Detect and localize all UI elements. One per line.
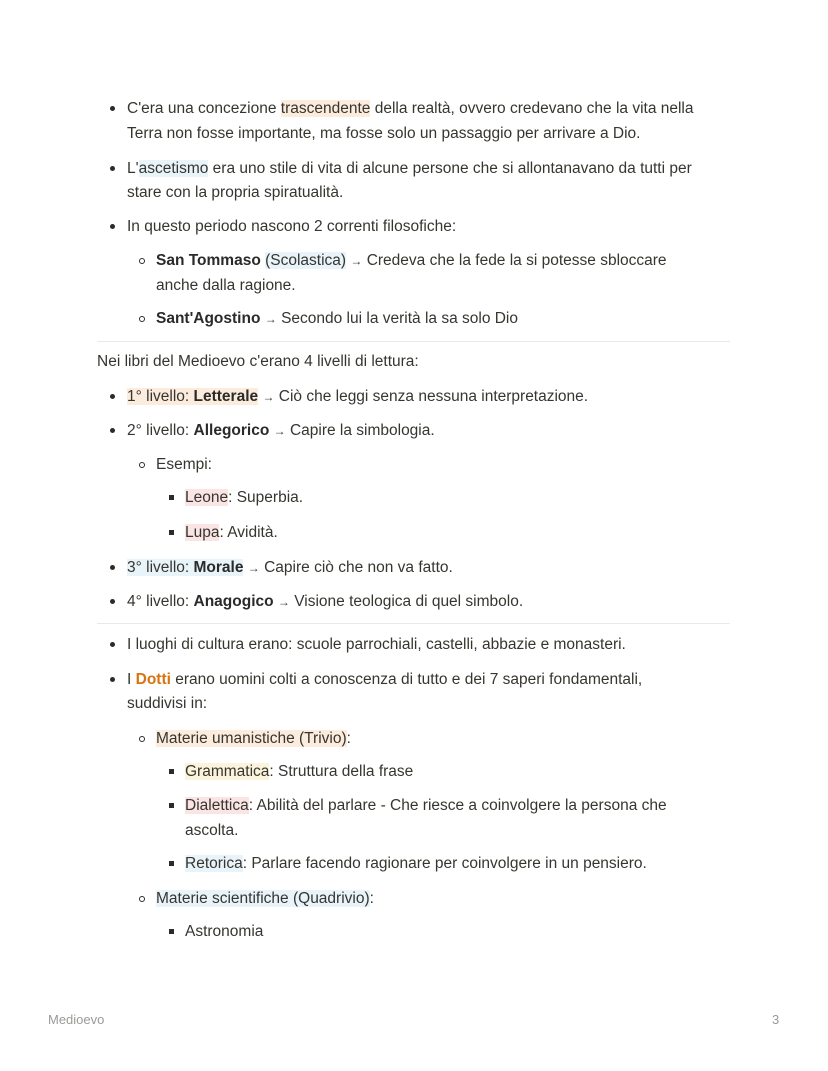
divider bbox=[97, 623, 730, 624]
list-item-continued: stare con la propria spiratualità. bbox=[127, 184, 344, 201]
list-item: Materie scientifiche (Quadrivio): bbox=[156, 890, 374, 907]
list-item-continued: suddivisi in: bbox=[127, 695, 208, 712]
divider bbox=[97, 341, 730, 342]
list-item-continued: Terra non fosse importante, ma fosse solo un passaggio per arrivare a Dio. bbox=[127, 125, 641, 142]
bullet-square bbox=[169, 530, 174, 535]
footer-title: Medioevo bbox=[48, 1012, 105, 1027]
list-item-continued: anche dalla ragione. bbox=[156, 277, 296, 294]
bullet-dot bbox=[110, 428, 115, 433]
bullet-square bbox=[169, 861, 174, 866]
bullet-circle bbox=[139, 736, 145, 742]
list-item: Materie umanistiche (Trivio): bbox=[156, 730, 351, 747]
bullet-square bbox=[169, 769, 174, 774]
list-item: Leone: Superbia. bbox=[185, 489, 304, 506]
bullet-dot bbox=[110, 599, 115, 604]
bullet-dot bbox=[110, 106, 115, 111]
list-item: I Dotti erano uomini colti a conoscenza di tutto e dei 7 saperi fondamentali, bbox=[127, 671, 643, 688]
bullet-circle bbox=[139, 896, 145, 902]
list-item: 4° livello: Anagogico → Visione teologica di quel simbolo. bbox=[127, 593, 524, 610]
bullet-dot bbox=[110, 224, 115, 229]
bullet-dot bbox=[110, 166, 115, 171]
bullet-square bbox=[169, 495, 174, 500]
bullet-dot bbox=[110, 642, 115, 647]
list-item: In questo periodo nascono 2 correnti filosofiche: bbox=[127, 218, 457, 235]
bullet-square bbox=[169, 803, 174, 808]
list-item: I luoghi di cultura erano: scuole parrochiali, castelli, abbazie e monasteri. bbox=[127, 636, 626, 653]
list-item: Esempi: bbox=[156, 456, 212, 473]
list-item: San Tommaso (Scolastica) → Credeva che la fede la si potesse sbloccare bbox=[156, 252, 667, 269]
bullet-circle bbox=[139, 316, 145, 322]
list-item: L'ascetismo era uno stile di vita di alcune persone che si allontanavano da tutti per bbox=[127, 160, 692, 177]
list-item: Retorica: Parlare facendo ragionare per coinvolgere in un pensiero. bbox=[185, 855, 647, 872]
list-item: Dialettica: Abilità del parlare - Che riesce a coinvolgere la persona che bbox=[185, 797, 667, 814]
list-item: 2° livello: Allegorico → Capire la simbologia. bbox=[127, 422, 435, 439]
bullet-dot bbox=[110, 394, 115, 399]
bullet-dot bbox=[110, 565, 115, 570]
bullet-circle bbox=[139, 462, 145, 468]
list-item: Astronomia bbox=[185, 923, 264, 940]
list-item: Lupa: Avidità. bbox=[185, 524, 278, 541]
paragraph: Nei libri del Medioevo c'erano 4 livelli di lettura: bbox=[97, 353, 419, 370]
list-item: Sant'Agostino → Secondo lui la verità la sa solo Dio bbox=[156, 310, 518, 327]
bullet-circle bbox=[139, 258, 145, 264]
list-item: Grammatica: Struttura della frase bbox=[185, 763, 414, 780]
page-number: 3 bbox=[772, 1012, 780, 1027]
bullet-dot bbox=[110, 677, 115, 682]
list-item-continued: ascolta. bbox=[185, 822, 239, 839]
list-item: 3° livello: Morale → Capire ciò che non va fatto. bbox=[127, 559, 453, 576]
list-item: C'era una concezione trascendente della realtà, ovvero credevano che la vita nella bbox=[127, 100, 694, 117]
list-item: 1° livello: Letterale → Ciò che leggi senza nessuna interpretazione. bbox=[127, 388, 589, 405]
bullet-square bbox=[169, 929, 174, 934]
